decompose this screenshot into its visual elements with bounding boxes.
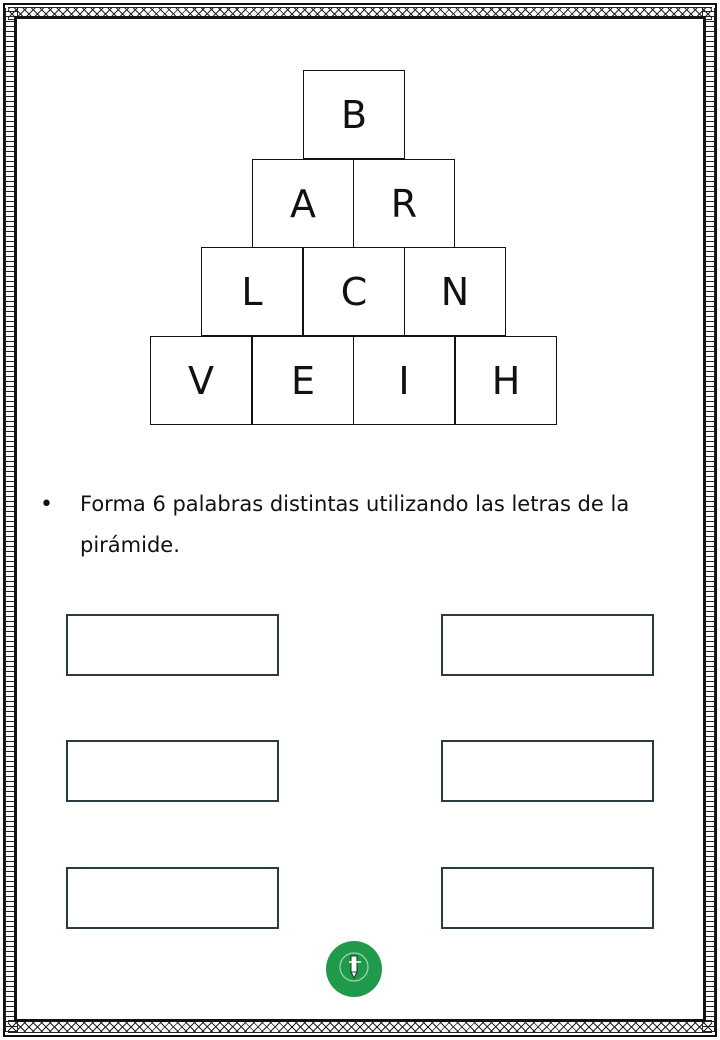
pyramid-cell: V <box>150 336 252 425</box>
pyramid-cell: I <box>353 336 455 425</box>
answer-box-3[interactable] <box>66 740 279 802</box>
bullet-point: • <box>40 492 53 517</box>
instruction-text: Forma 6 palabras distintas utilizando las letras de la pirámide. <box>80 492 630 557</box>
answer-box-5[interactable] <box>66 867 279 929</box>
pyramid-cell: H <box>455 336 557 425</box>
answer-box-6[interactable] <box>441 867 654 929</box>
publisher-logo <box>326 941 382 997</box>
pyramid-cell: E <box>252 336 354 425</box>
answer-box-4[interactable] <box>441 740 654 802</box>
pyramid-cell: L <box>201 247 303 336</box>
pencil-icon <box>339 950 369 988</box>
pyramid-cell: A <box>252 159 354 248</box>
pyramid-cell: R <box>353 159 455 248</box>
pyramid-cell: B <box>303 70 405 159</box>
pyramid-cell: N <box>404 247 506 336</box>
pyramid-cell: C <box>303 247 405 336</box>
answer-box-1[interactable] <box>66 614 279 676</box>
answer-box-2[interactable] <box>441 614 654 676</box>
